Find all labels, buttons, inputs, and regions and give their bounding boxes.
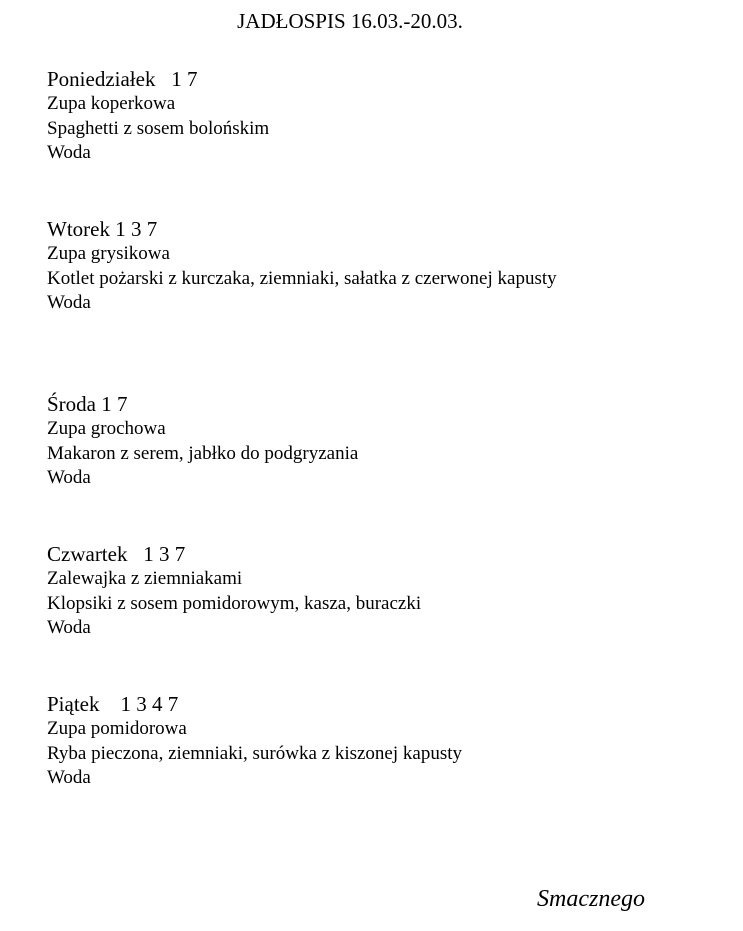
soup-item: Zalewajka z ziemniakami [47, 568, 243, 589]
day-heading [47, 66, 269, 92]
main-course-item: Makaron z serem, jabłko do podgryzania [47, 442, 359, 464]
day-heading [47, 541, 421, 567]
menu-title: JADŁOSPIS 16.03.-20.03. [237, 9, 463, 33]
day-block-wednesday [47, 391, 358, 491]
soup-item: Zupa pomidorowa [47, 718, 187, 739]
day-block-monday [47, 66, 269, 166]
soup-item: Zupa koperkowa [47, 93, 176, 114]
allergen-codes: 1 3 7 [143, 542, 186, 566]
allergen-codes: 1 7 [171, 67, 198, 91]
main-course-item: Kotlet pożarski z kurczaka, ziemniaki, sałatka z czerwonej kapusty [47, 267, 557, 289]
day-heading [47, 391, 358, 417]
drink-item: Woda [47, 142, 91, 163]
drink-item: Woda [47, 467, 91, 488]
day-block-friday [47, 691, 462, 791]
allergen-codes: 1 3 4 7 [120, 692, 179, 716]
closing-greeting: Smacznego [537, 886, 645, 912]
main-course-item: Klopsiki z sosem pomidorowym, kasza, buraczki [47, 592, 422, 614]
day-block-thursday [47, 541, 421, 641]
main-course-item: Ryba pieczona, ziemniaki, surówka z kiszonej kapusty [47, 742, 463, 764]
main-course-item: Spaghetti z sosem bolońskim [47, 117, 270, 139]
allergen-codes: 1 7 [101, 392, 128, 416]
day-name: Czwartek [47, 542, 128, 566]
drink-item: Woda [47, 767, 91, 788]
drink-item: Woda [47, 292, 91, 313]
day-name: Piątek [47, 692, 100, 716]
drink-item: Woda [47, 617, 91, 638]
soup-item: Zupa grochowa [47, 418, 166, 439]
day-name: Poniedziałek [47, 67, 156, 91]
day-name: Wtorek [47, 217, 110, 241]
day-name: Środa [47, 392, 96, 416]
day-block-tuesday [47, 216, 557, 316]
soup-item: Zupa grysikowa [47, 243, 170, 264]
day-heading [47, 216, 557, 242]
allergen-codes: 1 3 7 [115, 217, 158, 241]
day-heading [47, 691, 462, 717]
